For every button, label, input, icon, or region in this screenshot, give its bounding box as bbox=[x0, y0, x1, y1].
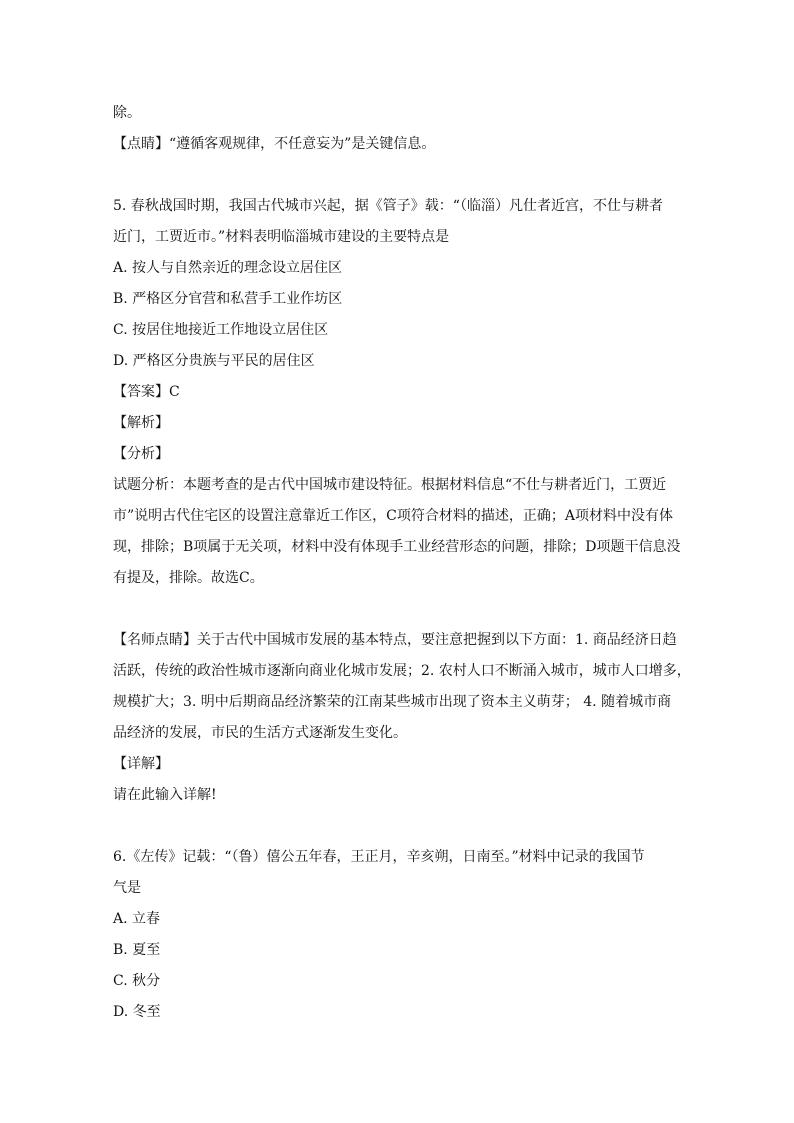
q5-analysis-line-3: 现，排除；B项属于无关项，材料中没有体现手工业经营形态的问题，排除；D项题干信息没 bbox=[113, 539, 681, 555]
q6-option-b: B. 夏至 bbox=[113, 942, 161, 958]
q6-stem-line-1: 6.《左传》记载：“（鲁）僖公五年春，王正月，辛亥朔，日南至。”材料中记录的我国节 bbox=[113, 849, 645, 865]
q5-option-a: A. 按人与自然亲近的理念设立居住区 bbox=[113, 260, 343, 276]
q6-option-d: D. 冬至 bbox=[113, 1004, 161, 1020]
q5-answer: 【答案】C bbox=[113, 384, 180, 400]
q5-teacher-line-4: 品经济的发展，市民的生活方式逐渐发生变化。 bbox=[113, 725, 407, 741]
q4-tail-text: 除。 bbox=[113, 105, 141, 121]
q6-option-a: A. 立春 bbox=[113, 911, 161, 927]
q5-analysis-line-4: 有提及，排除。故选C。 bbox=[113, 570, 264, 586]
q5-fenxi-heading: 【分析】 bbox=[113, 446, 169, 462]
q6-option-c: C. 秋分 bbox=[113, 973, 161, 989]
q5-teacher-line-2: 活跃，传统的政治性城市逐渐向商业化城市发展；2. 农村人口不断涌入城市，城市人口增多， bbox=[113, 663, 691, 679]
q5-option-b: B. 严格区分官营和私营手工业作坊区 bbox=[113, 291, 343, 307]
q5-xiangjie-body: 请在此输入详解! bbox=[113, 787, 217, 803]
q5-jiexi-heading: 【解析】 bbox=[113, 415, 169, 431]
q6-stem-line-2: 气是 bbox=[113, 880, 141, 896]
q5-analysis-line-2: 市”说明古代住宅区的设置注意靠近工作区，C项符合材料的描述，正确；A项材料中没有体 bbox=[113, 508, 673, 524]
q5-stem-line-1: 5. 春秋战国时期，我国古代城市兴起，据《管子》载：“（临淄）凡仕者近宫，不仕与耕者 bbox=[113, 198, 663, 214]
q5-option-d: D. 严格区分贵族与平民的居住区 bbox=[113, 353, 315, 369]
q5-option-c: C. 按居住地接近工作地设立居住区 bbox=[113, 322, 329, 338]
q5-teacher-line-1: 【名师点睛】关于古代中国城市发展的基本特点，要注意把握到以下方面：1. 商品经济日趋 bbox=[113, 632, 677, 648]
q5-analysis-line-1: 试题分析：本题考查的是古代中国城市建设特征。根据材料信息“不仕与耕者近门，工贾近 bbox=[113, 477, 667, 493]
q5-stem-line-2: 近门，工贾近市。”材料表明临淄城市建设的主要特点是 bbox=[113, 229, 450, 245]
q5-xiangjie-heading: 【详解】 bbox=[113, 756, 169, 772]
q5-teacher-line-3: 规模扩大；3. 明中后期商品经济繁荣的江南某些城市出现了资本主义萌芽； 4. 随着城市商 bbox=[113, 694, 672, 710]
q4-dianjing: 【点睛】“遵循客观规律，不任意妄为”是关键信息。 bbox=[113, 136, 436, 152]
